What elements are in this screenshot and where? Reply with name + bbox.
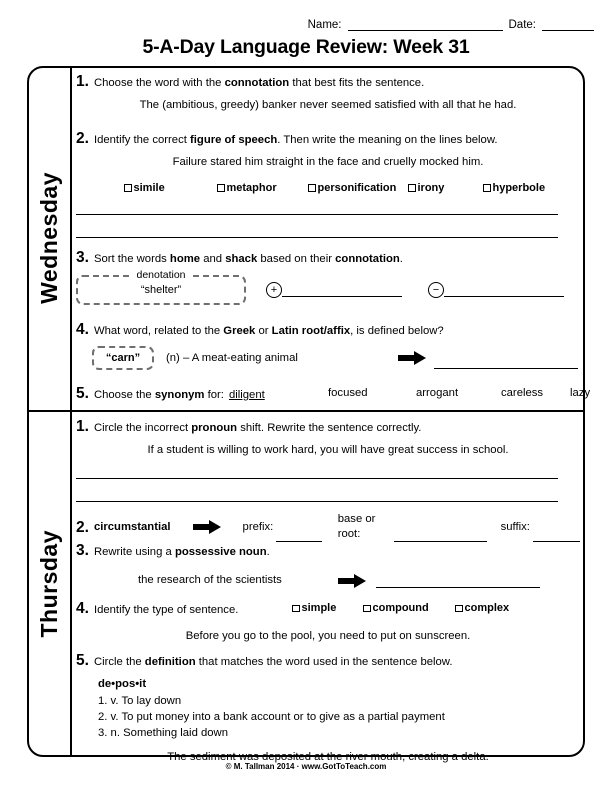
- question-number: 3.: [76, 249, 89, 266]
- answer-line[interactable]: [282, 296, 402, 297]
- prompt-part: based on their: [257, 253, 336, 265]
- root-definition: (n) – A meat-eating animal: [166, 351, 298, 364]
- thursday-question-5: [76, 653, 580, 765]
- choice-label: hyperbole: [492, 181, 546, 194]
- question-prompt: [94, 421, 422, 436]
- question-number: 1.: [76, 418, 89, 435]
- day-label-thursday-text: Thursday: [35, 529, 62, 638]
- target-word: diligent: [228, 389, 265, 401]
- prompt-keyword: synonym: [154, 389, 205, 401]
- checkbox-icon[interactable]: [124, 184, 132, 192]
- choice-hyperbole[interactable]: [483, 181, 545, 196]
- prompt-keyword: connotation: [224, 77, 290, 89]
- question-prompt: Identify the type of sentence.: [93, 604, 239, 616]
- question-number: 5.: [76, 652, 89, 669]
- question-number: 4.: [76, 600, 89, 617]
- day-label-wednesday-text: Wednesday: [35, 172, 62, 304]
- answer-line[interactable]: [444, 296, 564, 297]
- root-word: “carn”: [105, 351, 141, 364]
- root-word-box: [92, 346, 154, 370]
- prompt-keyword: Latin root/affix: [271, 325, 351, 337]
- checkbox-icon[interactable]: [308, 184, 316, 192]
- wednesday-question-5: [76, 385, 591, 403]
- prompt-part: Identify the correct: [93, 134, 191, 146]
- prompt-part: Circle the: [93, 656, 145, 668]
- wednesday-question-4: [76, 322, 580, 370]
- question-number: 4.: [76, 321, 89, 338]
- question-number: 3.: [76, 542, 89, 559]
- prompt-part: and: [200, 253, 226, 265]
- checkbox-icon[interactable]: [483, 184, 491, 192]
- choice-label: irony: [417, 181, 445, 194]
- prompt-part: for:: [204, 389, 224, 401]
- prompt-part: , is defined below?: [350, 325, 444, 337]
- date-write-line[interactable]: [542, 18, 594, 31]
- prompt-part: Rewrite using a: [93, 546, 175, 558]
- choice-simile[interactable]: [124, 181, 217, 196]
- checkbox-icon[interactable]: [217, 184, 225, 192]
- question-prompt: [94, 324, 444, 339]
- checkbox-icon[interactable]: [292, 605, 300, 613]
- prompt-keyword: home: [169, 253, 201, 265]
- day-label-thursday: [27, 410, 71, 757]
- name-write-line[interactable]: [348, 18, 503, 31]
- arrow-right-icon: [193, 520, 223, 534]
- checkbox-icon[interactable]: [363, 605, 371, 613]
- choice-label: simile: [133, 181, 165, 194]
- wednesday-question-2: [76, 131, 580, 238]
- day-label-wednesday: [27, 66, 71, 410]
- answer-line[interactable]: [76, 237, 558, 238]
- wednesday-question-3: [76, 250, 580, 305]
- prompt-part: Sort the words: [93, 253, 170, 265]
- prompt-part: Circle the incorrect: [93, 422, 192, 434]
- date-label: Date:: [508, 19, 536, 31]
- prompt-part: Choose the word with the: [93, 77, 225, 89]
- wednesday-thursday-divider: [27, 410, 585, 412]
- minus-circle-icon: −: [428, 282, 444, 298]
- prefix-answer-line[interactable]: [276, 541, 321, 542]
- question-prompt: [94, 133, 498, 148]
- question-number: 2.: [76, 130, 89, 147]
- question-sentence[interactable]: The (ambitious, greedy) banker never seemed satisfied with all that he had.: [139, 99, 517, 112]
- question-prompt: [94, 388, 265, 403]
- arrow-right-icon: [398, 351, 428, 365]
- prompt-keyword: definition: [144, 656, 196, 668]
- choice-irony[interactable]: [408, 181, 483, 196]
- checkbox-icon[interactable]: [455, 605, 463, 613]
- question-prompt: [94, 252, 403, 267]
- footer-credit: © M. Tallman 2014 · www.GotToTeach.com: [225, 762, 387, 771]
- choice-metaphor[interactable]: [217, 181, 308, 196]
- answer-line[interactable]: [76, 501, 558, 502]
- definition-1[interactable]: 1. v. To lay down: [98, 694, 182, 707]
- choice-label: compound: [372, 602, 429, 614]
- choice-label: personification: [317, 181, 397, 194]
- thursday-question-3: [76, 543, 580, 589]
- base-label: base or root:: [337, 513, 376, 541]
- morphology-word: circumstantial: [93, 520, 171, 533]
- prompt-part: Choose the: [93, 389, 155, 401]
- question-prompt: [94, 76, 424, 91]
- arrow-right-icon: [338, 574, 368, 588]
- question-sentence[interactable]: If a student is willing to work hard, you will have great success in school.: [147, 444, 509, 457]
- prefix-label: prefix:: [242, 520, 274, 533]
- question-prompt: [94, 545, 270, 560]
- name-label: Name:: [307, 19, 342, 31]
- denotation-value: “shelter”: [140, 283, 182, 296]
- choice-simple[interactable]: [292, 601, 336, 616]
- prompt-part: .: [266, 546, 270, 558]
- prompt-part: shift. Rewrite the sentence correctly.: [237, 422, 422, 434]
- synonym-option-arrogant[interactable]: arrogant: [416, 387, 459, 399]
- checkbox-icon[interactable]: [408, 184, 416, 192]
- question-prompt: [94, 655, 453, 670]
- choice-label: simple: [301, 602, 337, 614]
- base-answer-line[interactable]: [394, 541, 487, 542]
- prompt-keyword: figure of speech: [190, 134, 278, 146]
- name-date-header: [308, 18, 594, 31]
- positive-connotation-slot[interactable]: [266, 282, 402, 298]
- question-number: 1.: [76, 73, 89, 90]
- thursday-question-1: [76, 419, 580, 502]
- choice-label: complex: [464, 602, 510, 614]
- prompt-keyword: connotation: [335, 253, 400, 265]
- source-phrase: the research of the scientists: [138, 574, 282, 587]
- choice-compound[interactable]: [363, 601, 429, 616]
- answer-line[interactable]: [76, 478, 558, 479]
- prompt-keyword: Greek: [223, 325, 256, 337]
- thursday-question-2: [76, 512, 580, 543]
- choice-complex[interactable]: [455, 601, 509, 616]
- question-sentence: Before you go to the pool, you need to put on sunscreen.: [185, 630, 471, 643]
- dictionary-headword: de•pos•it: [98, 678, 147, 691]
- synonym-option-lazy[interactable]: lazy: [570, 387, 591, 399]
- answer-line[interactable]: [434, 368, 578, 369]
- prompt-keyword: shack: [225, 253, 258, 265]
- choice-label: metaphor: [226, 181, 277, 194]
- prompt-keyword: pronoun: [191, 422, 238, 434]
- suffix-answer-line[interactable]: [533, 541, 580, 542]
- suffix-label: suffix:: [500, 520, 530, 533]
- answer-line[interactable]: [76, 214, 558, 215]
- question-sentence: The sediment was deposited at the river mouth, creating a delta.: [167, 750, 489, 763]
- denotation-box: [76, 269, 246, 305]
- prompt-part: that best fits the sentence.: [289, 77, 425, 89]
- prompt-part: What word, related to the: [93, 325, 224, 337]
- synonym-option-careless[interactable]: careless: [501, 387, 544, 399]
- denotation-legend: denotation: [131, 268, 190, 282]
- prompt-keyword: possessive noun: [174, 546, 267, 558]
- question-number: 5.: [76, 385, 89, 402]
- prompt-part: .: [399, 253, 403, 265]
- choice-personification[interactable]: [308, 181, 408, 196]
- prompt-part: or: [255, 325, 272, 337]
- page-title: 5-A-Day Language Review: Week 31: [142, 36, 470, 58]
- definition-3[interactable]: 3. n. Something laid down: [98, 726, 228, 739]
- plus-circle-icon: +: [266, 282, 282, 298]
- question-sentence: Failure stared him straight in the face and cruelly mocked him.: [172, 156, 484, 169]
- negative-connotation-slot[interactable]: [428, 282, 564, 298]
- synonym-option-focused[interactable]: focused: [328, 387, 368, 399]
- wednesday-question-1: [76, 74, 580, 114]
- prompt-part: that matches the word used in the sentence below.: [195, 656, 453, 668]
- question-number: 2.: [76, 518, 89, 536]
- figure-of-speech-choices: [76, 181, 580, 196]
- thursday-question-4: [76, 601, 580, 645]
- prompt-part: . Then write the meaning on the lines below.: [277, 134, 498, 146]
- definition-2[interactable]: 2. v. To put money into a bank account or to give as a partial payment: [98, 710, 445, 723]
- answer-line[interactable]: [376, 587, 540, 588]
